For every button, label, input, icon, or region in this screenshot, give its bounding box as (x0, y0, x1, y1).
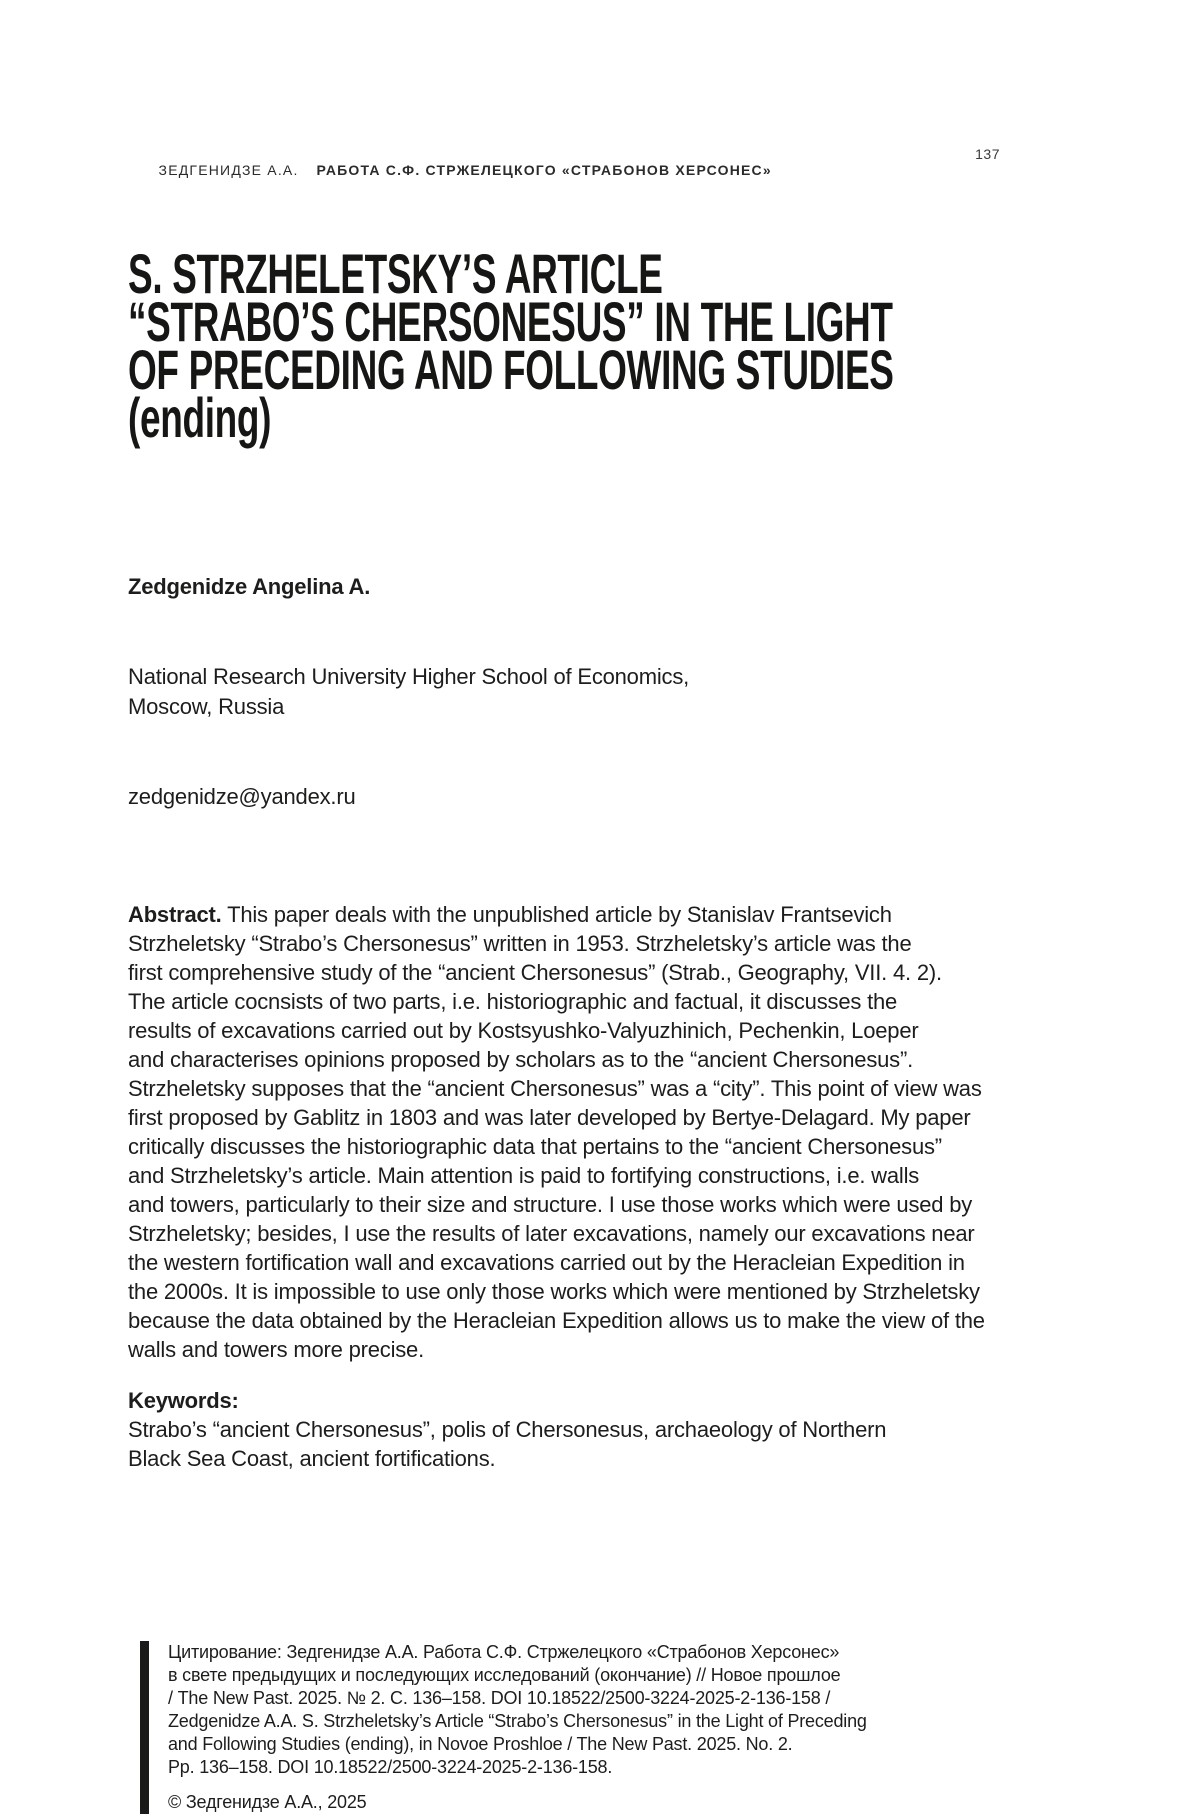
article-title: S. STRZHELETSKY’S ARTICLE “STRABO’S CHERSONESUS” IN THE LIGHT OF PRECEDING AND FOLLOWING STUDIES (ending) (128, 242, 894, 449)
keywords-text: Strabo’s “ancient Chersonesus”, polis of Chersonesus, archaeology of Northern Black Sea Coast, ancient fortifications. (128, 1417, 887, 1471)
abstract-text: This paper deals with the unpublished article by Stanislav Frantsevich Strzheletsky “Strabo’s Chersonesus” written in 1953. Strzheletsky’s article was the first comprehensive study of the “ancient Chersonesus” (Strab., Geography, VII. 4. 2). The article cocnsists of two parts, i.e. historiographic and factual, it discusses the results of excavations carried out by Kostsyushko-Valyuzhinich, Pechenkin, Loeper and characterises opinions proposed by scholars as to the “ancient Chersonesus”. Strzheletsky supposes that the “ancient Chersonesus” was a “city”. This point of view was first proposed by Gablitz in 1803 and was later developed by Bertye-Delagard. My paper critically discusses the historiographic data that pertains to the “ancient Chersonesus” and Strzheletsky’s article. Main attention is paid to fortifying constructions, i.e. walls and towers, particularly to their size and structure. I use those works which were used by Strzheletsky; besides, I use the results of later excavations, namely our excavations near the western fortification wall and excavations carried out by the Heracleian Expedition in the 2000s. It is impossible to use only those works which were mentioned by Strzheletsky because the data obtained by the Heracleian Expedition allows us to make the view of the walls and towers more precise. (128, 902, 985, 1362)
citation-text: Цитирование: Зедгенидзе А.А. Работа С.Ф. Стржелецкого «Страбонов Херсонес» в свете предыдущих и последующих исследований (окончание) // Новое прошлое / The New Past. 2025. № 2. С. 136–158. DOI 10.18522/2500-3224-2025-2-136-158 / Zedgenidze A.A. S. Strzheletsky’s Article “Strabo’s Chersonesus” in the Light of Preceding and Following Studies (ending), in Novoe Proshloe / The New Past. 2025. No. 2. Pp. 136–158. DOI 10.18522/2500-3224-2025-2-136-158. (168, 1642, 867, 1777)
author-email: zedgenidze@yandex.ru (128, 784, 356, 809)
citation-block (140, 1641, 1000, 1814)
author-block (128, 512, 1000, 872)
copyright: © Зедгенидзе А.А., 2025 (168, 1792, 367, 1812)
running-header (128, 146, 1000, 194)
running-header-left (128, 146, 772, 194)
keywords-paragraph (128, 1386, 1000, 1473)
abstract-label: Abstract. (128, 902, 222, 927)
running-title: РАБОТА С.Ф. СТРЖЕЛЕЦКОГО «СТРАБОНОВ ХЕРСОНЕС» (316, 162, 772, 178)
running-author: ЗЕДГЕНИДЗЕ А.А. (158, 162, 299, 178)
citation-bar (140, 1641, 149, 1814)
page-number: 137 (975, 146, 1000, 162)
author-affiliation: National Research University Higher School of Economics, Moscow, Russia (128, 664, 690, 719)
citation-content (168, 1641, 867, 1814)
abstract-paragraph (128, 900, 1000, 1364)
author-name: Zedgenidze Angelina A. (128, 574, 371, 599)
keywords-label: Keywords: (128, 1388, 239, 1413)
